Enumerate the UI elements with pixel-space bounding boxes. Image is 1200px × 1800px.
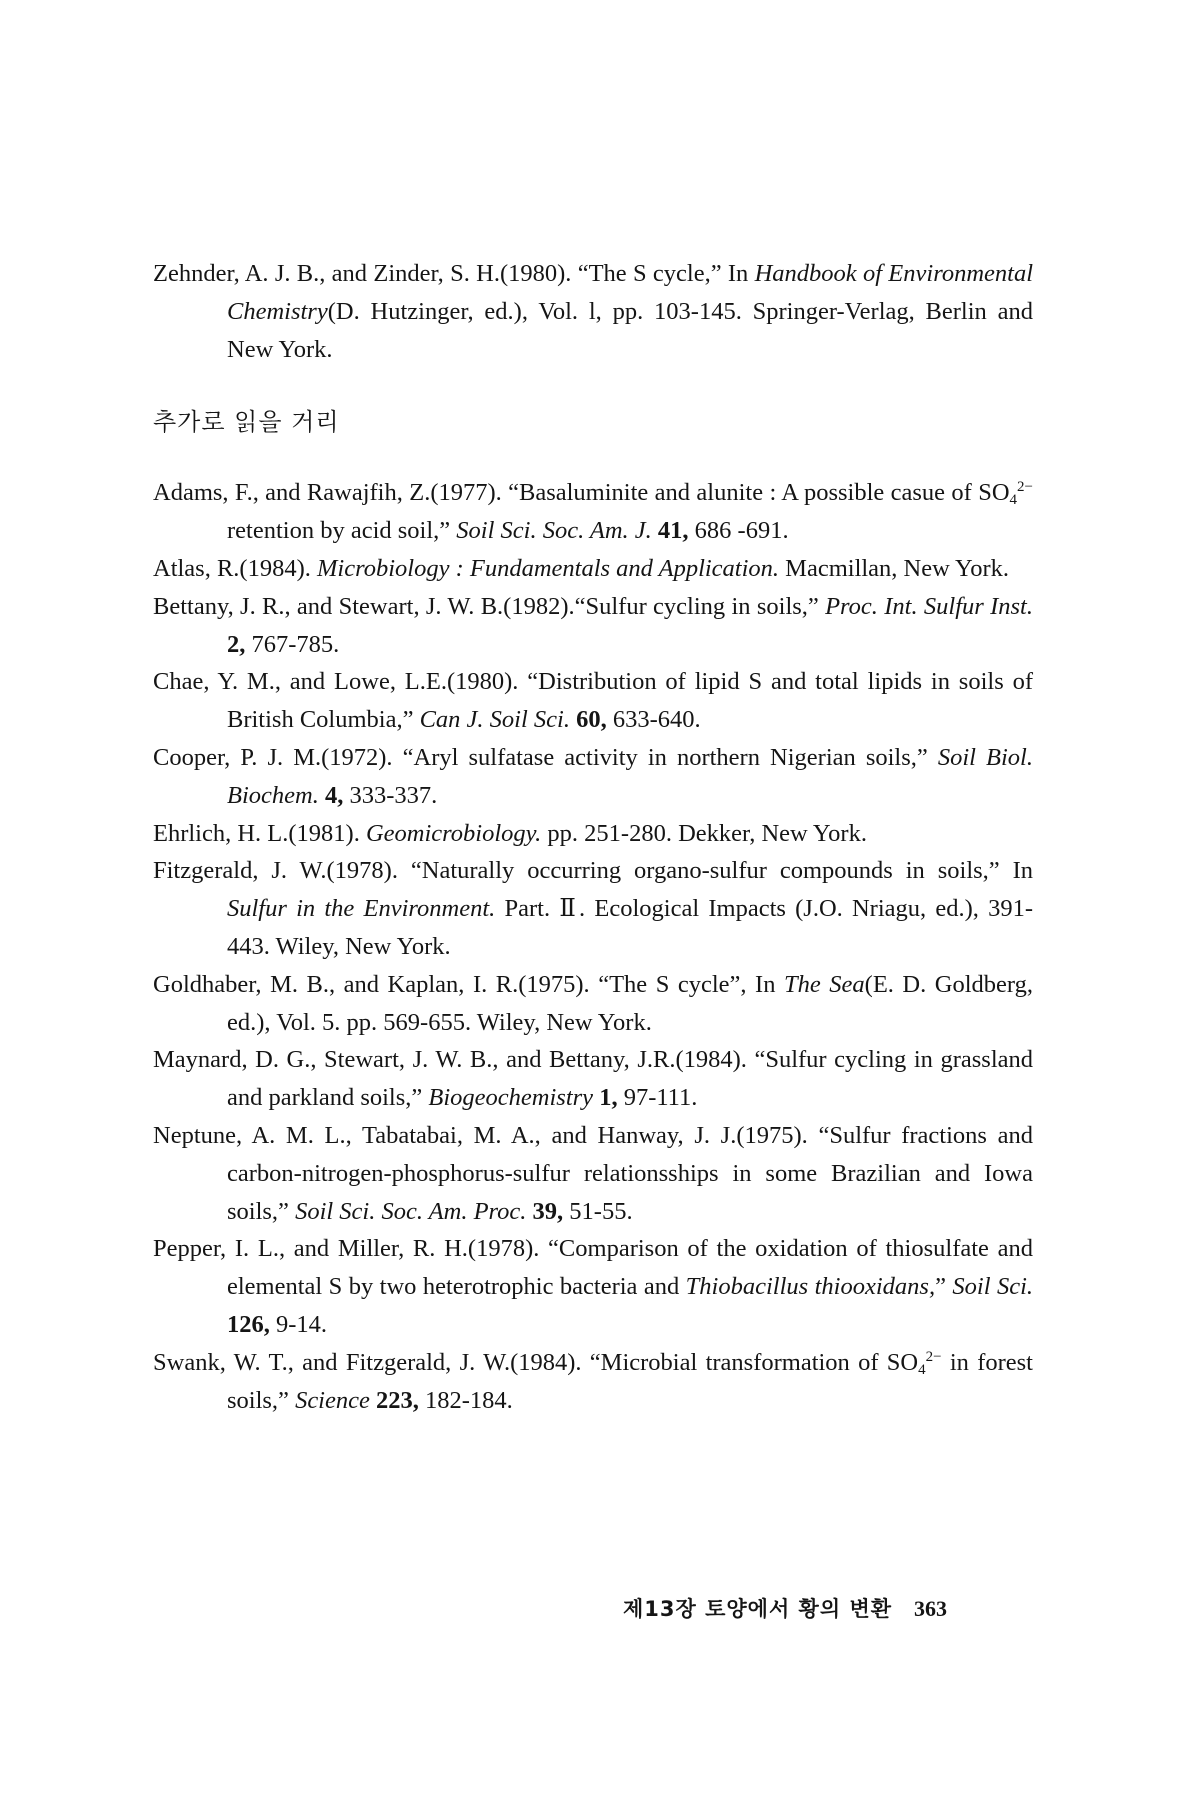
reference-adams: Adams, F., and Rawajfih, Z.(1977). “Basaluminite and alunite : A possible casue of $SO_4^{2-}$ retention by acid soil,” Soil Sci. Soc. Am. J. 41, 686 -691. [153, 479, 1033, 545]
chapter-title: 제13장 토양에서 황의 변환 [623, 1597, 893, 1621]
reference-ehrlich: Ehrlich, H. L.(1981). Geomicrobiology. pp. 251-280. Dekker, New York. [153, 819, 867, 847]
page-footer [623, 1593, 947, 1623]
reference-bettany: Bettany, J. R., and Stewart, J. W. B.(1982).“Sulfur cycling in soils,” Proc. Int. Sulfur Inst. 2, 767-785. [153, 592, 1033, 658]
reference-atlas: Atlas, R.(1984). Microbiology : Fundamentals and Application. Macmillan, New York. [153, 554, 1010, 582]
reference-swank: Swank, W. T., and Fitzgerald, J. W.(1984). “Microbial transformation of $SO_4^{2-}$ in forest soils,” Science 223, 182-184. [153, 1348, 1033, 1414]
reference-neptune: Neptune, A. M. L., Tabatabai, M. A., and Hanway, J. J.(1975). “Sulfur fractions and carbon-nitrogen-phosphorus-sulfur relationsships in some Brazilian and Iowa soils,” Soil Sci. Soc. Am. Proc. 39, 51-55. [153, 1121, 1033, 1225]
reference-zehnder: Zehnder, A. J. B., and Zinder, S. H.(1980). “The S cycle,” In Handbook of Environmental Chemistry(D. Hutzinger, ed.), Vol. l, pp. 103-145. Springer-Verlag, Berlin and New York. [153, 260, 1034, 363]
reference-chae: Chae, Y. M., and Lowe, L.E.(1980). “Distribution of lipid S and total lipids in soils of British Columbia,” Can J. Soil Sci. 60, 633-640. [153, 668, 1033, 734]
reference-goldhaber: Goldhaber, M. B., and Kaplan, I. R.(1975). “The S cycle”, In The Sea(E. D. Goldberg, ed.), Vol. 5. pp. 569-655. Wiley, New York. [153, 970, 1033, 1036]
references-block [153, 255, 1033, 1419]
page-number: 363 [914, 1596, 948, 1621]
reference-pepper: Pepper, I. L., and Miller, R. H.(1978). “Comparison of the oxidation of thiosulfate and elemental S by two heterotrophic bacteria and Thiobacillus thiooxidans,” Soil Sci. 126, 9-14. [153, 1235, 1033, 1338]
reference-fitzgerald: Fitzgerald, J. W.(1978). “Naturally occurring organo-sulfur compounds in soils,” In Sulfur in the Environment. Part. Ⅱ. Ecological Impacts (J.O. Nriagu, ed.), 391-443. Wiley, New York. [153, 857, 1033, 960]
section-heading-further-reading: 추가로 읽을 거리 [153, 408, 340, 437]
reference-cooper: Cooper, P. J. M.(1972). “Aryl sulfatase activity in northern Nigerian soils,” Soil Biol. Biochem. 4, 333-337. [153, 743, 1033, 809]
reference-maynard: Maynard, D. G., Stewart, J. W. B., and Bettany, J.R.(1984). “Sulfur cycling in grassland and parkland soils,” Biogeochemistry 1, 97-111. [153, 1046, 1033, 1112]
